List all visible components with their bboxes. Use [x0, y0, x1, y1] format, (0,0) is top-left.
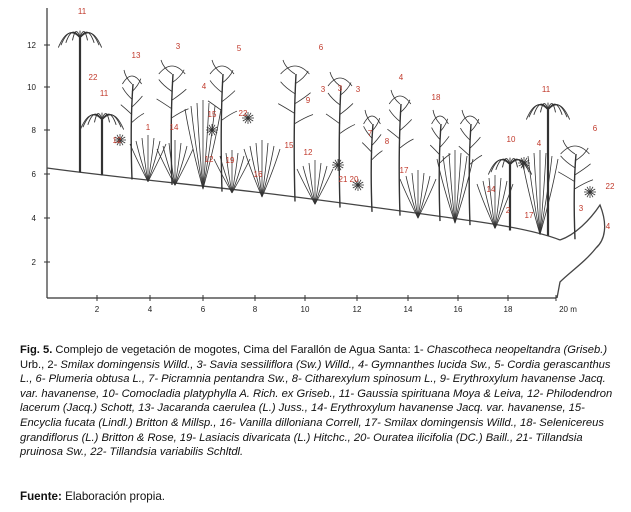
caption-species-list [20, 344, 612, 458]
x-tick-label: 16 [453, 305, 463, 314]
x-tick-label: 20 m [559, 305, 577, 314]
caption-segment: Chascotheca neopeltandra (Griseb.) [426, 344, 608, 356]
plant-label: 22 [605, 182, 615, 191]
plant-label: 3 [337, 84, 343, 93]
x-tick-label: 12 [352, 305, 362, 314]
plant-label: 12 [112, 136, 122, 145]
plant-label: 9 [305, 96, 311, 105]
x-tick-label: 10 [300, 305, 310, 314]
tree-jacaranda [121, 70, 144, 179]
shrub-vanilla [244, 140, 280, 197]
plant-label: 4 [201, 82, 207, 91]
plant-label: 13 [131, 51, 141, 60]
plant-label: 14 [169, 123, 179, 132]
bromeliad-5 [584, 186, 596, 198]
plant-label: 20 [349, 175, 359, 184]
plant-label: 16 [253, 170, 263, 179]
shrub-erythroxylum-2 [477, 175, 513, 228]
plant-label: 4 [398, 73, 404, 82]
plant-label: 3 [578, 204, 584, 213]
tree-gymnanthes-2 [459, 110, 482, 225]
x-tick-label: 4 [147, 305, 153, 314]
plant-label: 12 [303, 148, 313, 157]
plant-label: 11 [541, 85, 551, 94]
tree-picramnia [362, 110, 382, 212]
plant-label: 21 [338, 175, 348, 184]
plant-label: 18 [431, 93, 441, 102]
source-line [20, 490, 165, 503]
plant-label: 5 [236, 44, 242, 53]
shrub-smilax [400, 170, 436, 218]
y-tick-label: 4 [31, 214, 36, 223]
plant-label: 10 [506, 135, 516, 144]
plant-label: 6 [592, 124, 598, 133]
source-label: Fuente: [20, 490, 62, 503]
figure-label: Fig. 5. [20, 344, 53, 356]
plant-number-labels [78, 7, 615, 231]
tree-gymnanthes [384, 90, 413, 216]
x-tick-label: 14 [403, 305, 413, 314]
plant-label: 14 [486, 185, 496, 194]
plant-label: 11 [77, 7, 87, 16]
y-tick-label: 10 [27, 83, 36, 92]
plant-label: 11 [99, 89, 109, 98]
shrub-chascotheca [130, 135, 166, 182]
plant-label: 8 [384, 137, 390, 146]
bromeliad-3 [332, 159, 344, 171]
plant-label: 4 [536, 139, 542, 148]
cliff-profile [557, 205, 605, 298]
plant-label: 17 [524, 211, 534, 220]
y-tick-label: 8 [31, 126, 36, 135]
plant-label: 3 [355, 85, 361, 94]
source-text: Elaboración propia. [61, 490, 165, 503]
figure-caption [20, 343, 620, 460]
plant-label: 12 [204, 155, 214, 164]
plant-label: 15 [207, 110, 217, 119]
ground-profile [47, 168, 560, 240]
plant-label: 15 [284, 141, 294, 150]
y-tick-label: 2 [31, 258, 36, 267]
plant-label: 17 [399, 166, 409, 175]
x-tick-label: 8 [252, 305, 258, 314]
y-tick-label: 12 [27, 41, 36, 50]
caption-intro: Complejo de vegetación de mogotes, Cima del Farallón de Agua Santa: 1- [52, 344, 427, 356]
plant-label: 22 [88, 73, 98, 82]
plant-label: 19 [225, 156, 235, 165]
plant-label: 7 [367, 129, 373, 138]
y-tick-label: 6 [31, 170, 36, 179]
x-tick-label: 6 [200, 305, 206, 314]
tree-savia-3 [430, 110, 450, 221]
caption-segment: Urb., 2- [20, 358, 61, 371]
x-tick-label: 18 [503, 305, 513, 314]
plant-label: 4 [605, 222, 611, 231]
plant-label: 22 [238, 109, 248, 118]
plant-label: 6 [318, 43, 324, 52]
palm-gaussia-1 [58, 31, 101, 172]
plant-label: 1 [145, 123, 151, 132]
plant-label: 2 [505, 206, 511, 215]
x-tick-label: 2 [94, 305, 100, 314]
tree-plumeria [278, 60, 313, 201]
caption-segment: Smilax domingensis Willd., 3- Savia sessiliflora (Sw.) Willd., 4- Gymnanthes lucida Sw., 5- Cordia gerascanthus L., 6- Plumeria obtusa L., 7- Picramnia pentandra Sw., 8- Citharexylum spinosum L., 9- Erythroxylum havanense Jacq. var. havanense, 10- Comocladia platyphylla A. Rich. ex Griseb., 11- Gaussia spirituana Moya & Leiva, 12- Philodendron lacerum (Jacq.) Schott, 13- Jacaranda caerulea (L.) Juss., 14- Erythroxylum havanense Jacq. var. havanense, 15- Encyclia fucata (Lindl.) Britton & Millsp., 16- Vanilla dilloniana Correll, 17- Smilax domingensis Willd., 18- Selenicereus grandiflorus (L.) Britton & Rose, 19- Lasiacis divaricata (L.) Hitchc., 20- Ouratea ilicifolia (DC.) Baill., 21- Tillandsia pruinosa Sw., 22- Tillandsia variabilis Schltdl. [20, 358, 613, 459]
plant-label: 3 [320, 85, 326, 94]
shrub-erythroxylum [157, 140, 193, 185]
plant-label: 3 [175, 42, 181, 51]
tree-plumeria-2 [558, 140, 593, 239]
